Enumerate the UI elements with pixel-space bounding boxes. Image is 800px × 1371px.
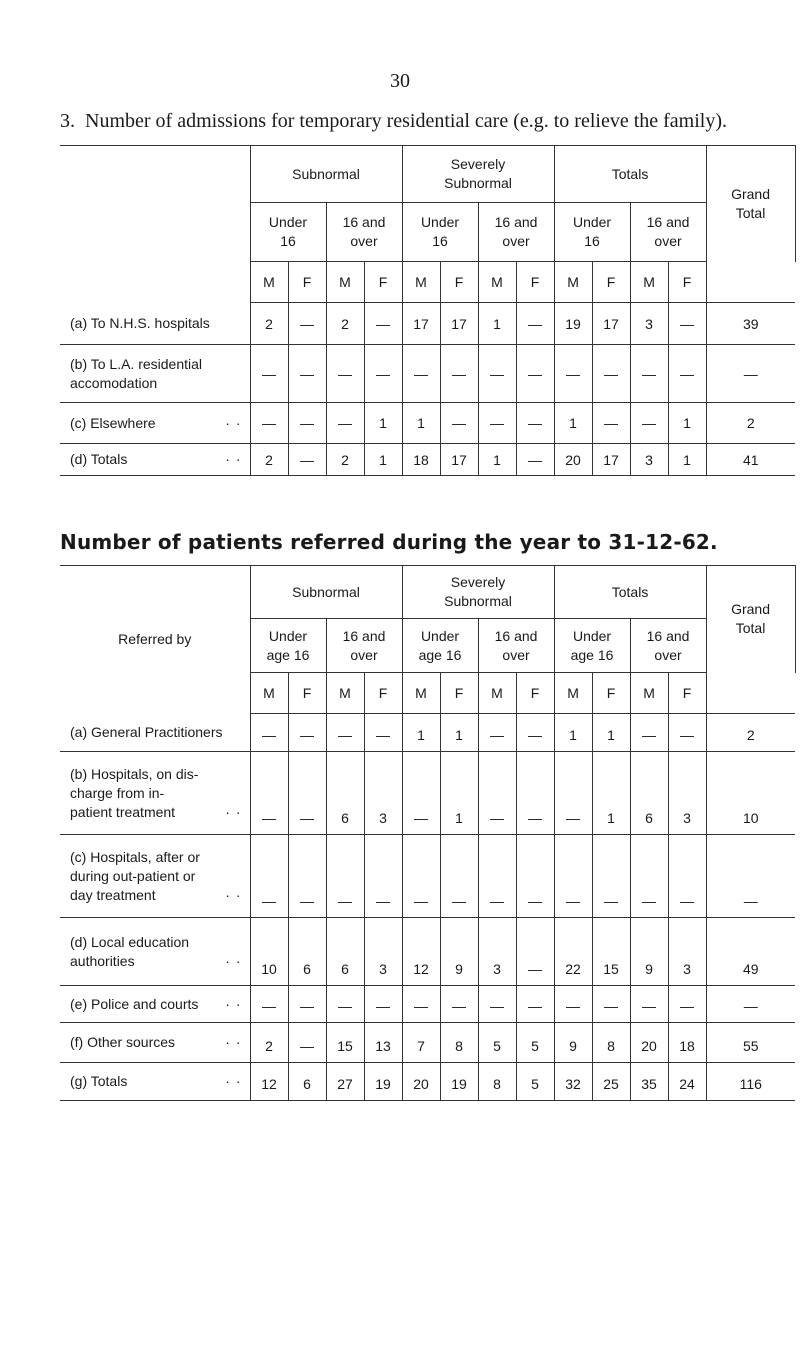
leader-dots: · · [225, 886, 242, 903]
row-label [60, 752, 250, 835]
table-row [60, 835, 795, 918]
header-row-groups [60, 146, 795, 203]
value-cell: — [478, 403, 516, 444]
leader-dots: · · [225, 995, 242, 1012]
value-cell: — [516, 714, 554, 752]
value-cell: — [516, 345, 554, 403]
value-cell: — [288, 835, 326, 918]
value-cell: 19 [364, 1063, 402, 1101]
group-header: Totals [554, 146, 706, 203]
value-cell: 15 [592, 918, 630, 986]
sex-header: F [364, 673, 402, 714]
value-cell: — [440, 835, 478, 918]
value-cell: — [668, 303, 706, 345]
value-cell: 12 [250, 1063, 288, 1101]
value-cell: 6 [326, 918, 364, 986]
table1-heading [60, 110, 790, 133]
sex-header: M [478, 262, 516, 303]
value-cell: 7 [402, 1023, 440, 1063]
sex-header: M [326, 673, 364, 714]
row-label [60, 986, 250, 1023]
value-cell: — [440, 403, 478, 444]
value-cell: 6 [630, 752, 668, 835]
subgroup-header: 16 and over [326, 203, 402, 262]
value-cell: — [706, 986, 795, 1023]
row-label-lines: (e) Police and courts [70, 995, 199, 1012]
referrals-table [60, 565, 796, 1101]
value-cell: — [288, 444, 326, 476]
row-label [60, 1063, 250, 1101]
table-row [60, 752, 795, 835]
value-cell: 6 [326, 752, 364, 835]
admissions-table [60, 145, 796, 476]
value-cell: — [516, 403, 554, 444]
value-cell: 1 [592, 714, 630, 752]
value-cell: — [326, 986, 364, 1023]
value-cell: — [668, 835, 706, 918]
sex-header: F [668, 262, 706, 303]
value-cell: — [592, 403, 630, 444]
leader-dots: · · [225, 1073, 242, 1089]
row-label-lines: (c) Hospitals, after or during out-patient or day treatment [70, 848, 200, 903]
value-cell: 17 [592, 444, 630, 476]
value-cell: — [250, 752, 288, 835]
value-cell: — [402, 345, 440, 403]
group-header: Subnormal [250, 566, 402, 619]
row-label [60, 303, 250, 345]
value-cell: — [364, 303, 402, 345]
value-cell: — [554, 986, 592, 1023]
value-cell: 3 [668, 752, 706, 835]
row-label-lines: (b) Hospitals, on dis- charge from in- patient treatment [70, 765, 199, 820]
sex-header: M [402, 673, 440, 714]
value-cell: 3 [364, 918, 402, 986]
sex-header: F [440, 262, 478, 303]
grand-total-blank [706, 262, 795, 303]
row-label-text [70, 933, 250, 971]
value-cell: 1 [668, 403, 706, 444]
sex-header: F [288, 262, 326, 303]
value-cell: 17 [440, 303, 478, 345]
value-cell: 3 [364, 752, 402, 835]
value-cell: — [402, 835, 440, 918]
sex-header: M [630, 262, 668, 303]
value-cell: 41 [743, 451, 759, 468]
value-cell: — [592, 986, 630, 1023]
value-cell: 39 [706, 303, 795, 345]
row-label [60, 444, 250, 476]
value-cell: — [288, 403, 326, 444]
value-cell: — [326, 403, 364, 444]
value-cell: — [364, 714, 402, 752]
row-label-lines: (a) To N.H.S. hospitals [70, 314, 210, 331]
sex-header: F [592, 262, 630, 303]
value-cell: 5 [516, 1023, 554, 1063]
value-cell: — [630, 345, 668, 403]
value-cell: 8 [440, 1023, 478, 1063]
value-cell: 10 [706, 752, 795, 835]
subgroup-header: Under age 16 [554, 619, 630, 673]
value-cell: — [630, 986, 668, 1023]
sex-header: M [630, 673, 668, 714]
value-cell: 1 [592, 752, 630, 835]
row-label-text [70, 765, 250, 822]
value-cell: 116 [739, 1076, 762, 1092]
value-cell: — [554, 835, 592, 918]
value-cell: — [288, 1023, 326, 1063]
value-cell: 13 [364, 1023, 402, 1063]
value-cell: 5 [478, 1023, 516, 1063]
value-cell: 22 [554, 918, 592, 986]
group-header: Severely Subnormal [402, 146, 554, 203]
value-cell: — [630, 403, 668, 444]
value-cell: 17 [592, 303, 630, 345]
grand-total-blank [706, 673, 795, 714]
value-cell: 9 [630, 918, 668, 986]
table-row [60, 714, 795, 752]
sex-header: M [402, 262, 440, 303]
value-cell: — [440, 986, 478, 1023]
corner-cell [60, 146, 250, 303]
sex-header: F [364, 262, 402, 303]
value-cell: 2 [250, 444, 288, 476]
value-cell: — [364, 345, 402, 403]
value-cell: 8 [478, 1063, 516, 1101]
row-label [60, 1023, 250, 1063]
value-cell: — [516, 835, 554, 918]
value-cell: — [288, 714, 326, 752]
referred-by-header: Referred by [60, 566, 250, 714]
value-cell: 9 [440, 918, 478, 986]
value-cell: 1 [554, 403, 592, 444]
value-cell: 20 [402, 1063, 440, 1101]
subgroup-header: 16 and over [478, 619, 554, 673]
sex-header: M [554, 262, 592, 303]
value-cell: 9 [554, 1023, 592, 1063]
row-label-lines: (g) Totals [70, 1073, 128, 1089]
value-cell: — [440, 345, 478, 403]
sex-header: M [478, 673, 516, 714]
value-cell: 1 [402, 403, 440, 444]
row-label-text [70, 1072, 250, 1091]
value-cell: — [250, 714, 288, 752]
grand-total-header: Grand Total [706, 566, 795, 673]
value-cell: — [516, 303, 554, 345]
value-cell: 1 [364, 444, 402, 476]
value-cell: 1 [440, 752, 478, 835]
value-cell: 2 [706, 403, 795, 444]
value-cell: 2 [250, 1023, 288, 1063]
group-header: Subnormal [250, 146, 402, 203]
value-cell: — [250, 403, 288, 444]
value-cell: — [478, 835, 516, 918]
row-label-lines: (f) Other sources [70, 1034, 176, 1050]
sex-header: F [288, 673, 326, 714]
value-cell: — [478, 714, 516, 752]
sex-header: M [250, 262, 288, 303]
grand-total-header: Grand Total [706, 146, 795, 262]
value-cell: 17 [440, 444, 478, 476]
value-cell: 6 [288, 918, 326, 986]
table-row [60, 444, 795, 476]
value-cell: — [288, 986, 326, 1023]
sex-header: F [668, 673, 706, 714]
subgroup-header: 16 and over [630, 619, 706, 673]
value-cell: — [250, 345, 288, 403]
page-number: 30 [390, 70, 410, 92]
value-cell: 35 [630, 1063, 668, 1101]
subgroup-header: 16 and over [326, 619, 402, 673]
value-cell: 1 [364, 403, 402, 444]
value-cell: 55 [706, 1023, 795, 1063]
row-label-lines: (d) Local education authorities [70, 933, 190, 969]
value-cell: — [668, 345, 706, 403]
value-cell: 20 [554, 444, 592, 476]
value-cell: — [288, 303, 326, 345]
subgroup-header: Under 16 [250, 203, 326, 262]
header-row-groups [60, 566, 795, 619]
table-row [60, 918, 795, 986]
value-cell: 19 [440, 1063, 478, 1101]
value-cell: 8 [592, 1023, 630, 1063]
row-label-text [70, 1033, 250, 1052]
value-cell: 2 [250, 303, 288, 345]
value-cell: 10 [250, 918, 288, 986]
table-row [60, 986, 795, 1023]
value-cell: 25 [592, 1063, 630, 1101]
table-row [60, 403, 795, 444]
value-cell: 6 [288, 1063, 326, 1101]
table-row [60, 1023, 795, 1063]
value-cell: — [326, 345, 364, 403]
row-label [60, 345, 250, 403]
value-cell: 17 [402, 303, 440, 345]
value-cell: — [706, 835, 795, 918]
value-cell: 1 [478, 444, 516, 476]
value-cell: 27 [326, 1063, 364, 1101]
value-cell: — [554, 345, 592, 403]
row-label [60, 714, 250, 752]
value-cell: 2 [326, 444, 364, 476]
value-cell: 24 [668, 1063, 706, 1101]
table-row [60, 345, 795, 403]
sex-header: M [326, 262, 364, 303]
value-cell: — [516, 986, 554, 1023]
sex-header: F [440, 673, 478, 714]
sex-header: F [516, 673, 554, 714]
value-cell: 5 [516, 1063, 554, 1101]
value-cell: 2 [326, 303, 364, 345]
leader-dots: · · [225, 803, 242, 820]
row-label-text [70, 995, 250, 1014]
value-cell: — [364, 835, 402, 918]
subgroup-header: Under 16 [402, 203, 478, 262]
value-cell: — [402, 986, 440, 1023]
value-cell: — [402, 752, 440, 835]
row-label-text [70, 314, 250, 333]
value-cell: 2 [706, 714, 795, 752]
value-cell: — [592, 835, 630, 918]
row-label-text [70, 723, 250, 742]
value-cell: — [326, 714, 364, 752]
subgroup-header: Under age 16 [402, 619, 478, 673]
table2-title: Number of patients referred during the year to 31-12-62. [60, 530, 718, 554]
value-cell: 49 [706, 918, 795, 986]
value-cell: — [706, 345, 795, 403]
value-cell: 32 [554, 1063, 592, 1101]
value-cell: 18 [668, 1023, 706, 1063]
value-cell: — [250, 835, 288, 918]
value-cell: — [516, 752, 554, 835]
table1-title: Number of admissions for temporary residential care (e.g. to relieve the family). [85, 110, 727, 132]
row-label-lines: (d) Totals [70, 451, 128, 467]
subgroup-header: Under 16 [554, 203, 630, 262]
sex-header: F [592, 673, 630, 714]
value-cell: — [592, 345, 630, 403]
value-cell: 1 [440, 714, 478, 752]
table-row [60, 1063, 795, 1101]
row-label [60, 918, 250, 986]
value-cell: — [554, 752, 592, 835]
value-cell: — [478, 752, 516, 835]
value-cell: 1 [668, 444, 706, 476]
value-cell: — [250, 986, 288, 1023]
value-cell: 3 [630, 303, 668, 345]
value-cell: — [288, 752, 326, 835]
value-cell: 18 [402, 444, 440, 476]
row-label-text [70, 414, 250, 433]
row-label-text [70, 848, 250, 905]
row-label-text [70, 355, 250, 393]
value-cell: — [364, 986, 402, 1023]
value-cell: 3 [630, 444, 668, 476]
subgroup-header: 16 and over [630, 203, 706, 262]
value-cell: — [516, 444, 554, 476]
value-cell: — [668, 986, 706, 1023]
value-cell: — [630, 714, 668, 752]
value-cell: — [478, 986, 516, 1023]
row-label-lines: (c) Elsewhere [70, 414, 156, 431]
table1-number: 3. [60, 110, 75, 132]
group-header: Severely Subnormal [402, 566, 554, 619]
row-label-lines: (b) To L.A. residential accomodation [70, 355, 203, 391]
leader-dots: · · [225, 952, 242, 969]
value-cell: 3 [478, 918, 516, 986]
value-cell: 1 [402, 714, 440, 752]
leader-dots: · · [225, 1034, 242, 1050]
subgroup-header: Under age 16 [250, 619, 326, 673]
row-label [60, 403, 250, 444]
value-cell: 1 [478, 303, 516, 345]
row-label-text [70, 450, 250, 469]
value-cell: — [288, 345, 326, 403]
table-row [60, 303, 795, 345]
row-label-lines: (a) General Practitioners [70, 723, 223, 740]
value-cell: — [516, 918, 554, 986]
value-cell: — [630, 835, 668, 918]
row-label [60, 835, 250, 918]
value-cell: — [326, 835, 364, 918]
value-cell: 12 [402, 918, 440, 986]
value-cell: 19 [554, 303, 592, 345]
sex-header: M [250, 673, 288, 714]
group-header: Totals [554, 566, 706, 619]
sex-header: F [516, 262, 554, 303]
value-cell: 1 [554, 714, 592, 752]
value-cell: 15 [326, 1023, 364, 1063]
subgroup-header: 16 and over [478, 203, 554, 262]
value-cell: 3 [668, 918, 706, 986]
leader-dots: · · [225, 451, 242, 467]
sex-header: M [554, 673, 592, 714]
value-cell: 20 [630, 1023, 668, 1063]
value-cell: — [668, 714, 706, 752]
value-cell: — [478, 345, 516, 403]
leader-dots: · · [225, 414, 242, 431]
